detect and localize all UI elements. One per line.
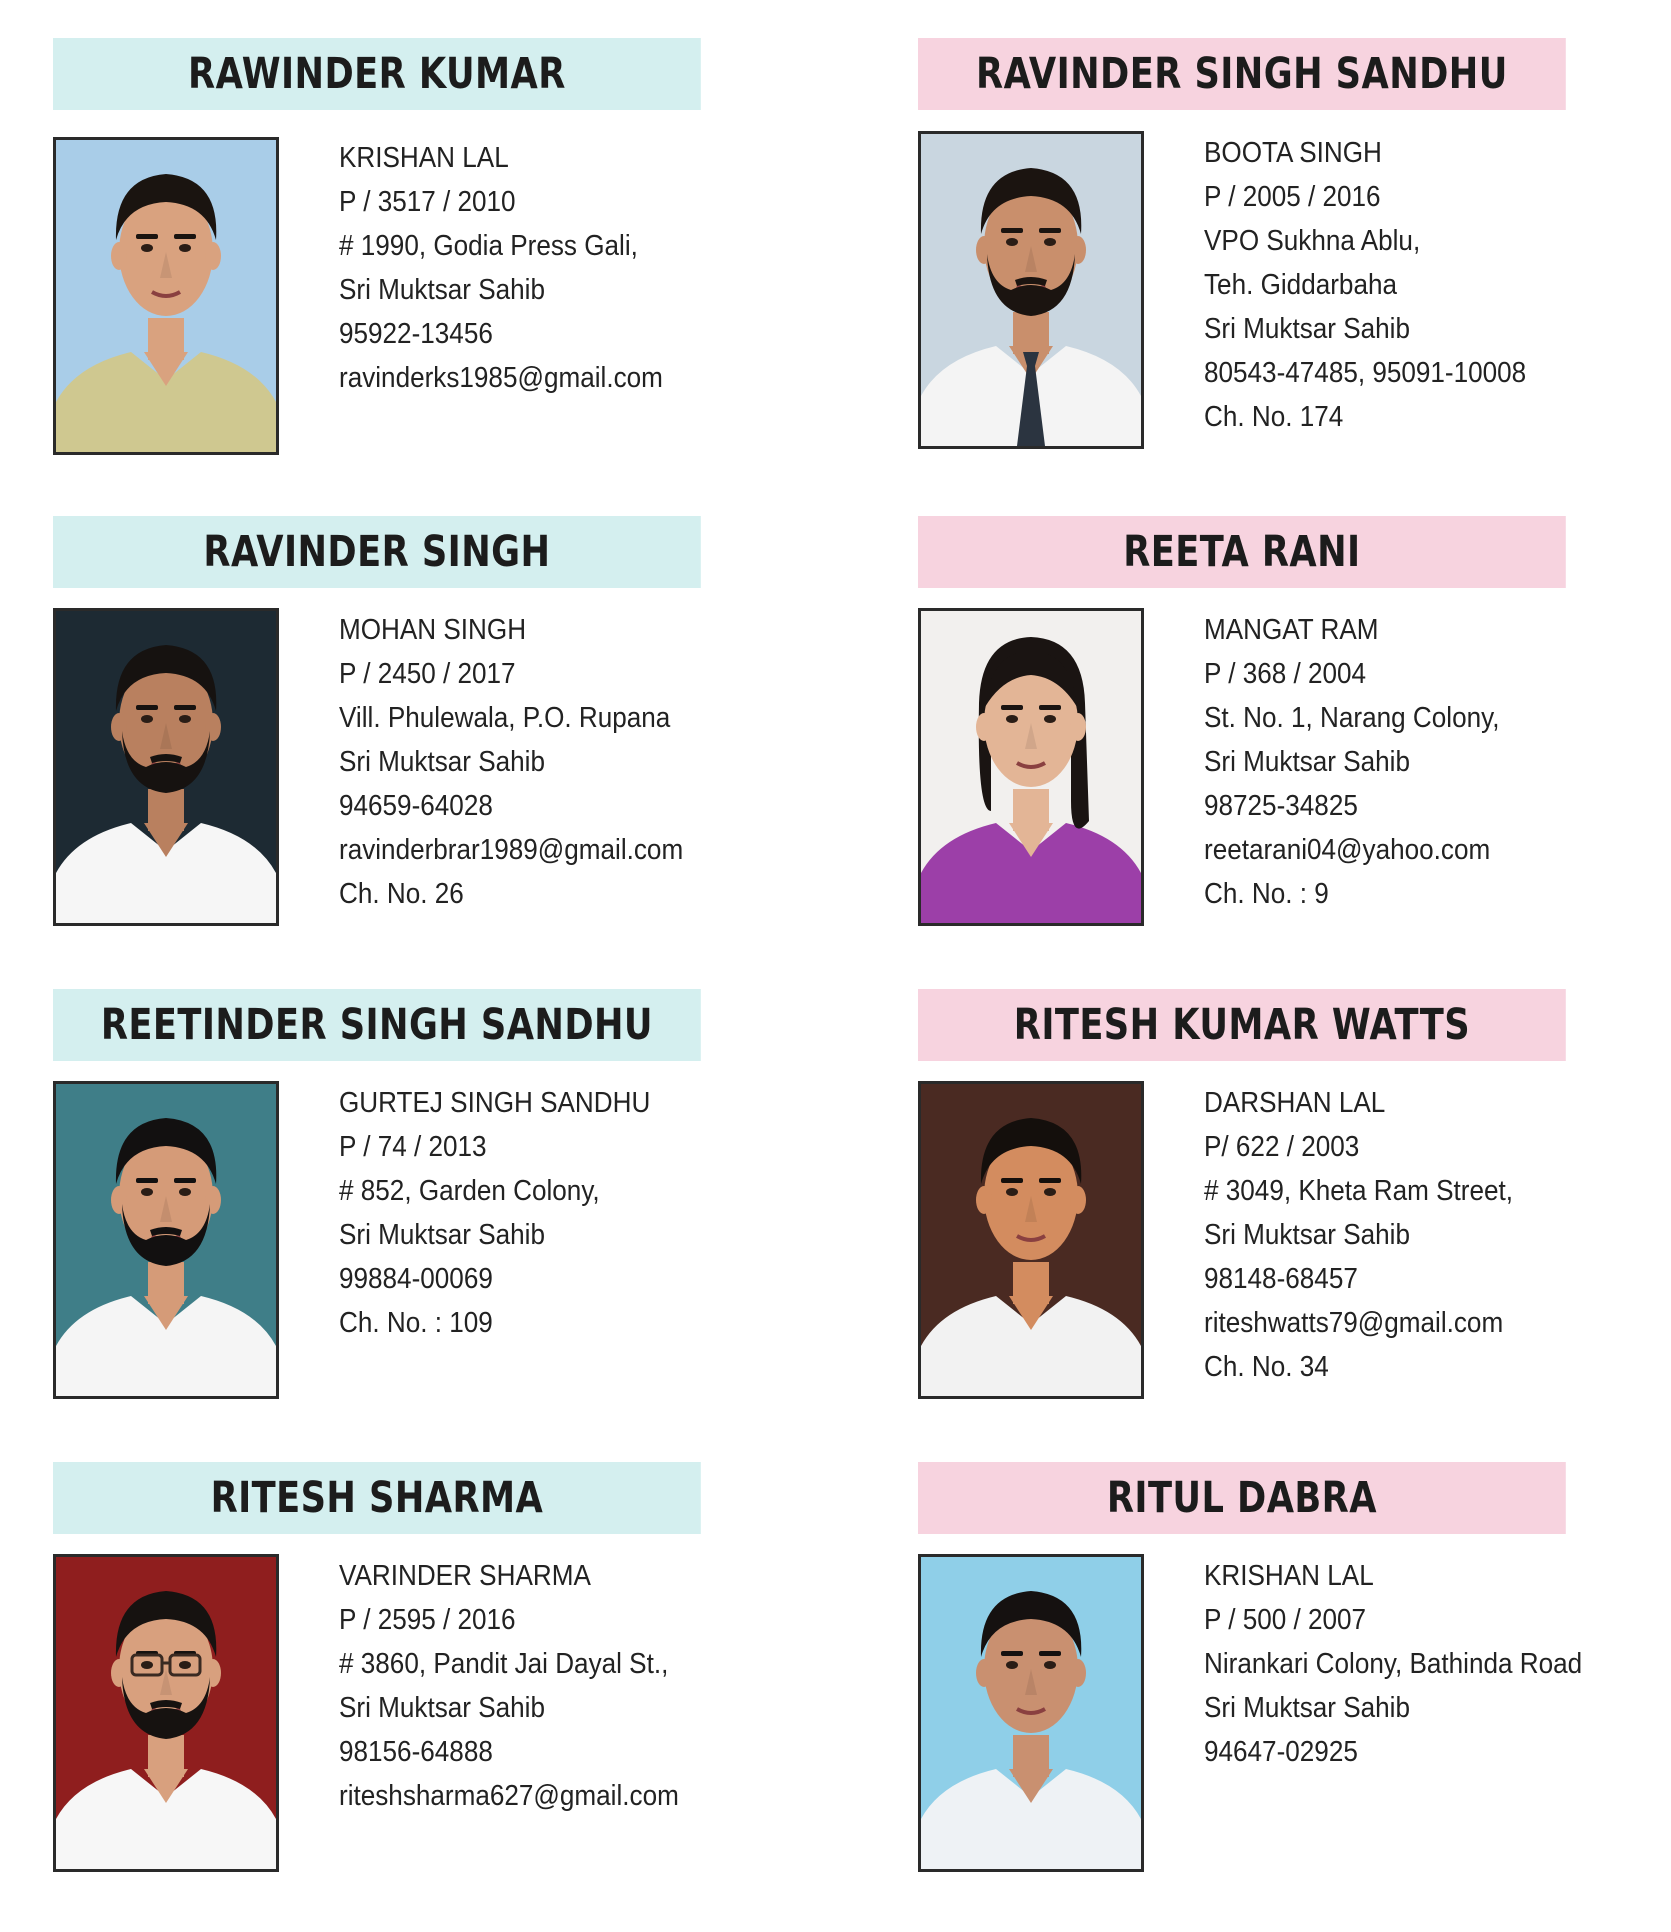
member-name: RAWINDER KUMAR: [53, 38, 701, 110]
member-details: [339, 608, 721, 916]
detail-line: Sri Muktsar Sahib: [339, 1692, 545, 1724]
member-card: [918, 516, 1671, 986]
member-card: [53, 1462, 873, 1932]
detail-line: DARSHAN LAL: [1204, 1087, 1386, 1119]
detail-line: VARINDER SHARMA: [339, 1560, 591, 1592]
member-details: [339, 136, 699, 400]
detail-line: 98148-68457: [1204, 1263, 1358, 1295]
member-photo: [53, 608, 279, 926]
detail-line: Sri Muktsar Sahib: [1204, 313, 1410, 345]
detail-line: P / 2595 / 2016: [339, 1604, 516, 1636]
detail-line: # 852, Garden Colony,: [339, 1175, 600, 1207]
member-name: RITESH KUMAR WATTS: [918, 989, 1566, 1061]
portrait-illustration: [921, 1084, 1141, 1396]
detail-line: Sri Muktsar Sahib: [1204, 1692, 1410, 1724]
detail-line: 80543-47485, 95091-10008: [1204, 357, 1527, 389]
member-photo: [53, 1081, 279, 1399]
detail-line: P / 2450 / 2017: [339, 658, 516, 690]
portrait-illustration: [921, 611, 1141, 923]
member-details: [1204, 131, 1562, 439]
detail-line: Sri Muktsar Sahib: [339, 274, 545, 306]
detail-line: 94659-64028: [339, 790, 493, 822]
detail-line: 94647-02925: [1204, 1736, 1358, 1768]
member-name: RITUL DABRA: [918, 1462, 1566, 1534]
detail-line: P / 2005 / 2016: [1204, 181, 1381, 213]
detail-line: MOHAN SINGH: [339, 614, 527, 646]
detail-line: 99884-00069: [339, 1263, 493, 1295]
member-photo: [53, 1554, 279, 1872]
detail-line: ravinderbrar1989@gmail.com: [339, 834, 684, 866]
member-details: [1204, 608, 1532, 916]
member-card: [918, 38, 1671, 508]
member-card: [918, 989, 1671, 1459]
member-details: [339, 1554, 717, 1818]
detail-line: Ch. No. 34: [1204, 1351, 1329, 1383]
detail-line: # 1990, Godia Press Gali,: [339, 230, 638, 262]
detail-line: BOOTA SINGH: [1204, 137, 1382, 169]
detail-line: # 3860, Pandit Jai Dayal St.,: [339, 1648, 669, 1680]
detail-line: riteshwatts79@gmail.com: [1204, 1307, 1504, 1339]
portrait-illustration: [56, 611, 276, 923]
member-photo: [918, 1081, 1144, 1399]
detail-line: VPO Sukhna Ablu,: [1204, 225, 1421, 257]
member-card: [53, 38, 873, 508]
detail-line: ravinderks1985@gmail.com: [339, 362, 663, 394]
member-name: RAVINDER SINGH SANDHU: [918, 38, 1566, 110]
detail-line: # 3049, Kheta Ram Street,: [1204, 1175, 1514, 1207]
member-name: REETA RANI: [918, 516, 1566, 588]
member-photo: [53, 137, 279, 455]
detail-line: KRISHAN LAL: [339, 142, 509, 174]
member-details: [1204, 1081, 1547, 1389]
member-details: [339, 1081, 685, 1345]
portrait-illustration: [56, 1084, 276, 1396]
detail-line: Sri Muktsar Sahib: [339, 746, 545, 778]
detail-line: P / 500 / 2007: [1204, 1604, 1367, 1636]
detail-line: P / 74 / 2013: [339, 1131, 487, 1163]
detail-line: reetarani04@yahoo.com: [1204, 834, 1491, 866]
detail-line: MANGAT RAM: [1204, 614, 1379, 646]
member-card: [918, 1462, 1671, 1932]
detail-line: KRISHAN LAL: [1204, 1560, 1374, 1592]
member-card: [53, 989, 873, 1459]
member-photo: [918, 608, 1144, 926]
detail-line: Sri Muktsar Sahib: [1204, 1219, 1410, 1251]
detail-line: Ch. No. : 109: [339, 1307, 493, 1339]
member-name: RAVINDER SINGH: [53, 516, 701, 588]
detail-line: P / 368 / 2004: [1204, 658, 1367, 690]
detail-line: St. No. 1, Narang Colony,: [1204, 702, 1500, 734]
detail-line: Teh. Giddarbaha: [1204, 269, 1397, 301]
member-name: REETINDER SINGH SANDHU: [53, 989, 701, 1061]
member-name: RITESH SHARMA: [53, 1462, 701, 1534]
detail-line: Sri Muktsar Sahib: [339, 1219, 545, 1251]
member-photo: [918, 1554, 1144, 1872]
detail-line: Vill. Phulewala, P.O. Rupana: [339, 702, 671, 734]
detail-line: GURTEJ SINGH SANDHU: [339, 1087, 651, 1119]
detail-line: 98725-34825: [1204, 790, 1358, 822]
detail-line: Nirankari Colony, Bathinda Road: [1204, 1648, 1583, 1680]
detail-line: Ch. No. 26: [339, 878, 464, 910]
portrait-illustration: [56, 140, 276, 452]
detail-line: P/ 622 / 2003: [1204, 1131, 1360, 1163]
detail-line: Sri Muktsar Sahib: [1204, 746, 1410, 778]
detail-line: 95922-13456: [339, 318, 493, 350]
detail-line: P / 3517 / 2010: [339, 186, 516, 218]
portrait-illustration: [921, 1557, 1141, 1869]
member-card: [53, 516, 873, 986]
member-photo: [918, 131, 1144, 449]
detail-line: riteshsharma627@gmail.com: [339, 1780, 679, 1812]
portrait-illustration: [921, 134, 1141, 446]
member-details: [1204, 1554, 1624, 1774]
detail-line: Ch. No. 174: [1204, 401, 1344, 433]
detail-line: Ch. No. : 9: [1204, 878, 1329, 910]
detail-line: 98156-64888: [339, 1736, 493, 1768]
portrait-illustration: [56, 1557, 276, 1869]
